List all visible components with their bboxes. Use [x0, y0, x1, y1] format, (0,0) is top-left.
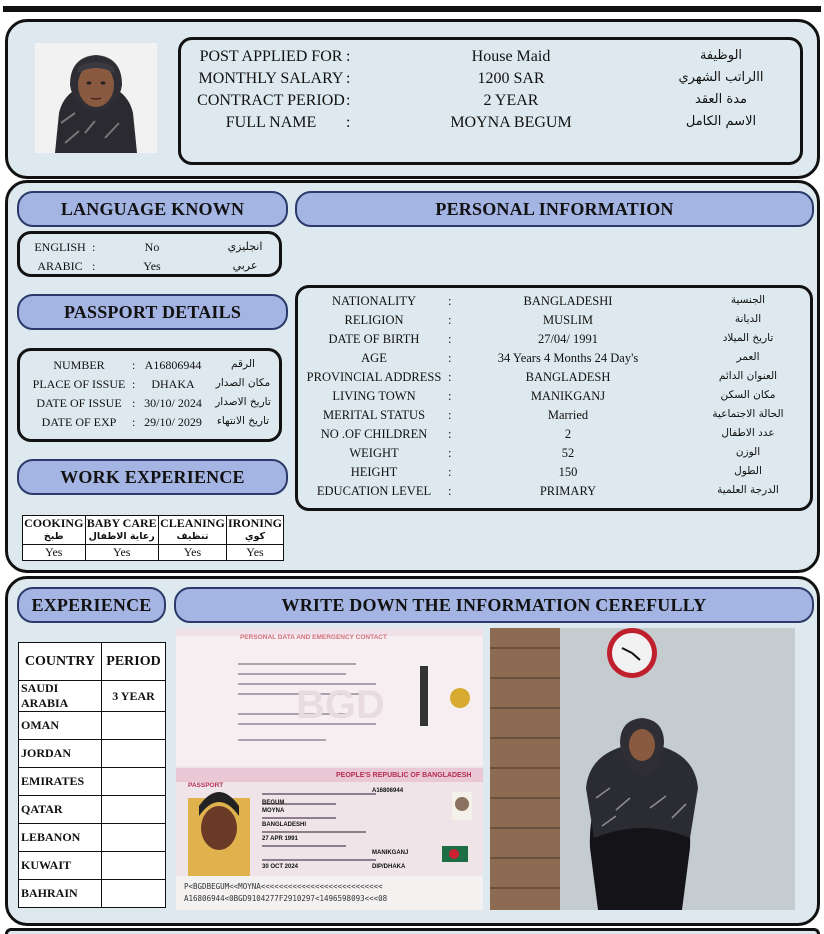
personal-row — [298, 465, 810, 484]
field-label-arabic: الحالة الاجتماعية — [712, 408, 784, 420]
field-label: MONTHLY SALARY — [198, 70, 344, 87]
full-body-photo — [490, 628, 795, 910]
country-cell: OMAN — [19, 712, 102, 740]
personal-info-box — [295, 285, 813, 511]
scan-country: PEOPLE'S REPUBLIC OF BANGLADESH — [336, 772, 472, 779]
field-label-arabic: تاريخ الانتهاء — [216, 415, 270, 427]
passport-scan-image — [176, 628, 483, 910]
passport-heading: PASSPORT DETAILS — [17, 294, 288, 330]
field-value: MOYNA BEGUM — [450, 114, 572, 131]
separator: : — [92, 259, 96, 273]
field-value: BANGLADESHI — [523, 294, 613, 308]
work-skill-header — [226, 516, 283, 545]
work-heading: WORK EXPERIENCE — [17, 459, 288, 495]
scan-passport-label: PASSPORT — [188, 782, 224, 789]
experience-row — [19, 740, 166, 768]
language-name: ENGLISH — [34, 240, 86, 254]
country-cell: EMIRATES — [19, 768, 102, 796]
passport-row — [20, 377, 279, 396]
country-cell: KUWAIT — [19, 852, 102, 880]
experience-row — [19, 852, 166, 880]
passport-row — [20, 415, 279, 434]
experience-row — [19, 768, 166, 796]
personal-row — [298, 389, 810, 408]
separator: : — [92, 240, 96, 254]
job-details-box — [178, 37, 803, 165]
field-label-arabic: عدد الاطفال — [721, 427, 775, 439]
field-label-arabic: مكان السكن — [720, 389, 776, 401]
field-label: DATE OF ISSUE — [36, 396, 122, 410]
next-section-edge — [5, 928, 820, 934]
scan-given-name: MOYNA — [262, 808, 285, 814]
separator: : — [132, 415, 136, 429]
language-name-arabic: عربي — [232, 259, 258, 272]
field-label-arabic: الوزن — [735, 446, 761, 458]
svg-text:BGD: BGD — [296, 683, 385, 727]
field-value: House Maid — [471, 48, 551, 65]
language-heading: LANGUAGE KNOWN — [17, 191, 288, 227]
header-row — [181, 92, 800, 114]
field-value: 52 — [561, 446, 575, 460]
language-box — [17, 231, 282, 277]
period-cell: 3 YEAR — [102, 681, 166, 712]
field-label-arabic: العنوان الدائم — [718, 370, 778, 382]
field-label: PROVINCIAL ADDRESS — [306, 370, 442, 384]
field-value: DHAKA — [151, 377, 195, 391]
skill-name: CLEANING — [160, 516, 225, 530]
field-value: 1200 SAR — [477, 70, 545, 87]
field-value: 34 Years 4 Months 24 Day's — [497, 351, 639, 365]
field-label-arabic: مكان الصدار — [215, 377, 271, 389]
candidate-portrait — [35, 43, 157, 153]
field-label: EDUCATION LEVEL — [316, 484, 432, 498]
separator: : — [346, 114, 351, 131]
country-cell: QATAR — [19, 796, 102, 824]
skill-value: Yes — [226, 545, 283, 561]
work-skill-header — [158, 516, 226, 545]
scan-surname: BEGUM — [262, 800, 285, 806]
skill-name-arabic: تنظيف — [176, 531, 209, 542]
experience-header-row — [19, 643, 166, 681]
experience-row — [19, 712, 166, 740]
passport-box — [17, 348, 282, 442]
field-value: A16806944 — [144, 358, 202, 372]
separator: : — [448, 294, 452, 308]
field-label: NATIONALITY — [331, 294, 416, 308]
scan-mrz-line-1: P<BGDBEGUM<<MOYNA<<<<<<<<<<<<<<<<<<<<<<<<<<< — [184, 882, 383, 891]
skill-value: Yes — [23, 545, 86, 561]
field-label: AGE — [361, 351, 387, 365]
field-value: 2 — [564, 427, 572, 441]
separator: : — [448, 351, 452, 365]
scan-passport-number: A16806944 — [372, 788, 404, 794]
scan-nationality: BANGLADESHI — [262, 822, 307, 828]
country-cell: SAUDI ARABIA — [19, 681, 102, 712]
separator: : — [132, 358, 136, 372]
separator: : — [132, 396, 136, 410]
field-label: HEIGHT — [350, 465, 398, 479]
separator: : — [132, 377, 136, 391]
separator: : — [346, 48, 351, 65]
separator: : — [346, 92, 351, 109]
personal-row — [298, 351, 810, 370]
personal-row — [298, 313, 810, 332]
field-value: BANGLADESH — [525, 370, 611, 384]
field-label-arabic: االراتب الشهري — [678, 70, 764, 85]
header-row — [181, 48, 800, 70]
field-label: NO .OF CHILDREN — [320, 427, 428, 441]
scan-issue-date: 30 OCT 2024 — [262, 864, 299, 870]
field-label: DATE OF BIRTH — [328, 332, 420, 346]
work-value-row — [23, 545, 284, 561]
country-column-header: COUNTRY — [19, 643, 102, 681]
passport-row — [20, 396, 279, 415]
skill-value: Yes — [85, 545, 158, 561]
experience-row — [19, 880, 166, 908]
personal-row — [298, 370, 810, 389]
period-cell — [102, 880, 166, 908]
work-skill-header — [23, 516, 86, 545]
field-label-arabic: العمر — [736, 351, 760, 363]
field-label-arabic: الجنسية — [730, 294, 766, 306]
period-cell — [102, 712, 166, 740]
skill-name-arabic: رعاية الاطفال — [88, 531, 155, 542]
language-row — [20, 259, 279, 277]
skill-name-arabic: كوي — [244, 531, 266, 542]
language-name-arabic: انجليزي — [227, 240, 263, 253]
period-cell — [102, 768, 166, 796]
field-label-arabic: الديانة — [734, 313, 762, 325]
separator: : — [448, 313, 452, 327]
passport-row — [20, 358, 279, 377]
field-label: LIVING TOWN — [332, 389, 416, 403]
header-row — [181, 70, 800, 92]
period-cell — [102, 824, 166, 852]
field-label: FULL NAME — [225, 114, 317, 131]
separator: : — [448, 370, 452, 384]
details-section — [5, 180, 820, 573]
personal-row — [298, 408, 810, 427]
period-cell — [102, 852, 166, 880]
language-name: ARABIC — [37, 259, 83, 273]
personal-row — [298, 446, 810, 465]
period-column-header: PERIOD — [102, 643, 166, 681]
field-label-arabic: تاريخ الميلاد — [722, 332, 774, 344]
separator: : — [448, 408, 452, 422]
language-row — [20, 240, 279, 258]
field-label-arabic: مدة العقد — [695, 92, 747, 107]
field-label: RELIGION — [344, 313, 404, 327]
work-experience-table — [22, 515, 284, 561]
field-value: 27/04/ 1991 — [537, 332, 599, 346]
field-label: PLACE OF ISSUE — [32, 377, 126, 391]
personal-row — [298, 332, 810, 351]
separator: : — [448, 465, 452, 479]
experience-row — [19, 681, 166, 712]
scan-dob: 27 APR 1991 — [262, 836, 298, 842]
field-label-arabic: الطول — [734, 465, 762, 477]
language-value: No — [144, 240, 160, 254]
experience-table — [18, 642, 166, 908]
language-value: Yes — [143, 259, 161, 273]
field-label-arabic: تاريخ الاصدار — [215, 396, 271, 408]
scan-authority: DIP/DHAKA — [372, 864, 406, 870]
top-rule — [3, 6, 821, 12]
field-value: 29/10/ 2029 — [144, 415, 202, 429]
skill-name: IRONING — [227, 516, 282, 530]
skill-name-arabic: طبخ — [43, 531, 64, 542]
country-cell: JORDAN — [19, 740, 102, 768]
country-cell: LEBANON — [19, 824, 102, 852]
field-value: MANIKGANJ — [530, 389, 606, 403]
skill-name: BABY CARE — [86, 516, 157, 530]
field-label-arabic: الرقم — [231, 358, 255, 370]
field-label: WEIGHT — [349, 446, 399, 460]
personal-row — [298, 484, 810, 503]
scan-heading: PERSONAL DATA AND EMERGENCY CONTACT — [240, 634, 387, 641]
field-value: MUSLIM — [542, 313, 593, 327]
field-label: CONTRACT PERIOD — [197, 92, 345, 109]
field-value: 30/10/ 2024 — [144, 396, 202, 410]
field-label: POST APPLIED FOR — [199, 48, 343, 65]
field-value: 150 — [558, 465, 578, 479]
field-value: PRIMARY — [539, 484, 597, 498]
separator: : — [346, 70, 351, 87]
field-label-arabic: الدرجة العلمية — [717, 484, 779, 496]
personal-heading: PERSONAL INFORMATION — [295, 191, 814, 227]
skill-name: COOKING — [24, 516, 84, 530]
field-value: Married — [547, 408, 589, 422]
field-label-arabic: الوظيفة — [699, 48, 743, 63]
field-value: 2 YEAR — [483, 92, 539, 109]
experience-heading: EXPERIENCE — [17, 587, 166, 623]
skill-value: Yes — [158, 545, 226, 561]
separator: : — [448, 427, 452, 441]
experience-row — [19, 824, 166, 852]
passport-scan-drawing — [176, 628, 483, 910]
scan-mrz-line-2: A16806944<0BGD9104277F2910297<1496598093<<<08 — [184, 894, 388, 903]
separator: : — [448, 389, 452, 403]
personal-row — [298, 427, 810, 446]
field-label: MERITAL STATUS — [322, 408, 426, 422]
work-header-row — [23, 516, 284, 545]
field-label: NUMBER — [53, 358, 105, 372]
separator: : — [448, 446, 452, 460]
country-cell: BAHRAIN — [19, 880, 102, 908]
period-cell — [102, 796, 166, 824]
field-label-arabic: الاسم الكامل — [685, 114, 757, 129]
header-row — [181, 114, 800, 136]
separator: : — [448, 484, 452, 498]
field-label: DATE OF EXP — [41, 415, 117, 429]
header-section — [5, 19, 820, 179]
experience-row — [19, 796, 166, 824]
scan-place: MANIKGANJ — [372, 850, 409, 856]
period-cell — [102, 740, 166, 768]
separator: : — [448, 332, 452, 346]
instructions-heading: WRITE DOWN THE INFORMATION CEREFULLY — [174, 587, 814, 623]
experience-section — [5, 576, 820, 926]
personal-row — [298, 294, 810, 313]
work-skill-header — [85, 516, 158, 545]
